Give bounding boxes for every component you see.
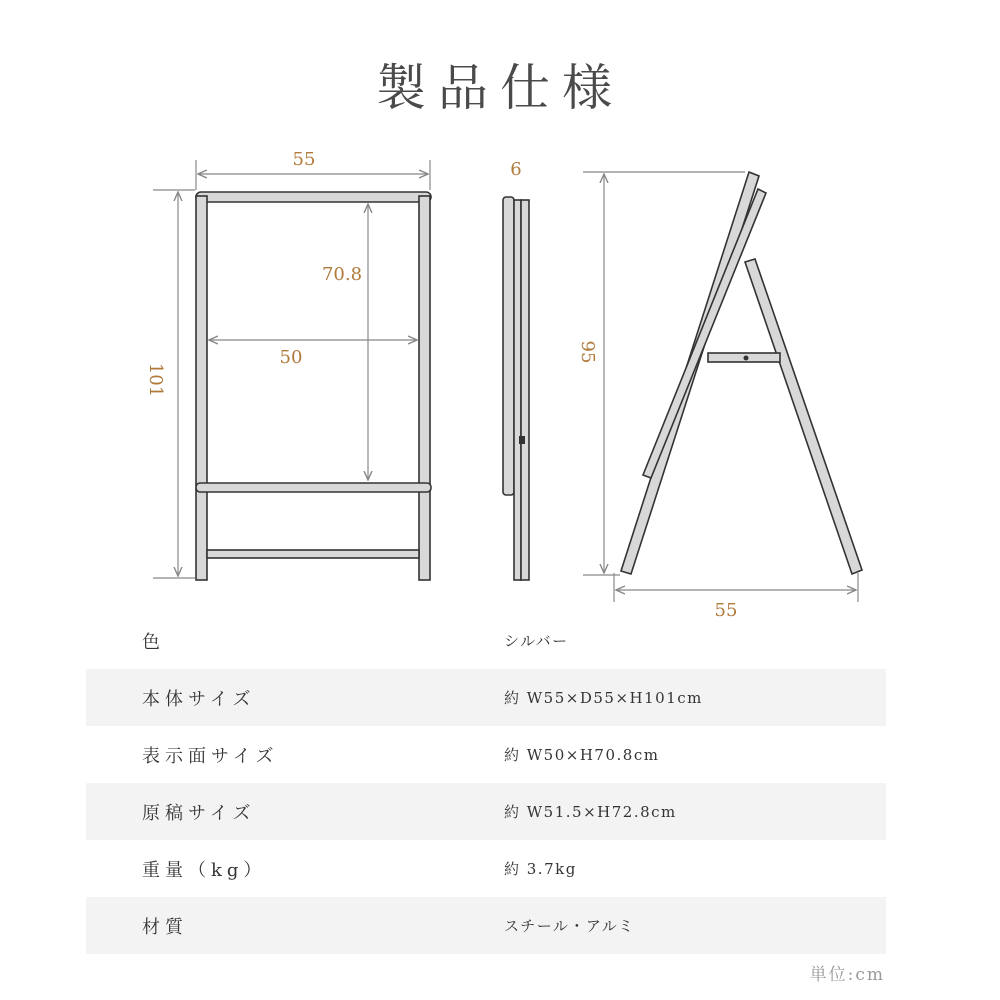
open-stay-pin [744,356,749,361]
open-height-label: 95 [577,340,598,364]
open-depth-label: 55 [714,600,738,620]
spec-row-paper-size [86,783,886,840]
open-rear-leg [745,259,862,574]
side-frame-b [521,200,529,580]
spec-label: 本体サイズ [142,688,256,710]
open-display-panel [643,189,766,478]
spec-row-display-size [86,726,886,783]
display-width-label: 50 [279,347,303,368]
spec-value: 約 3.7kg [504,860,577,878]
front-view [145,149,431,580]
side-depth-label: 6 [510,159,522,180]
spec-label: 表示面サイズ [142,745,279,767]
spec-value: 約 W50×H70.8cm [504,746,660,764]
spec-label: 原稿サイズ [142,802,256,824]
spec-row-weight [86,840,886,897]
side-panel-left [503,197,514,495]
spec-label: 材質 [142,916,188,938]
front-top-rail [196,192,431,202]
side-hinge [519,436,525,444]
spec-row-color [86,612,886,669]
front-bottom-rail [207,550,419,558]
page-title: 製品仕様 [376,59,624,117]
spec-row-material [86,897,886,954]
spec-label: 色 [142,631,165,653]
side-view [503,159,529,580]
front-right-post [419,196,430,580]
spec-value: スチール・アルミ [504,917,635,935]
spec-value: 約 W55×D55×H101cm [504,689,703,707]
front-width-label: 55 [292,149,316,170]
spec-value: 約 W51.5×H72.8cm [504,803,677,821]
display-height-label: 70.8 [321,264,363,285]
front-left-post [196,196,207,580]
spec-row-body-size [86,669,886,726]
open-view [577,172,862,620]
side-frame-a [514,200,521,580]
unit-note: 単位:cm [809,965,885,985]
front-middle-rail [196,483,431,492]
spec-label: 重量（kg） [142,859,267,881]
spec-table [86,612,886,954]
front-height-label: 101 [145,362,166,398]
spec-value: シルバー [504,632,569,650]
